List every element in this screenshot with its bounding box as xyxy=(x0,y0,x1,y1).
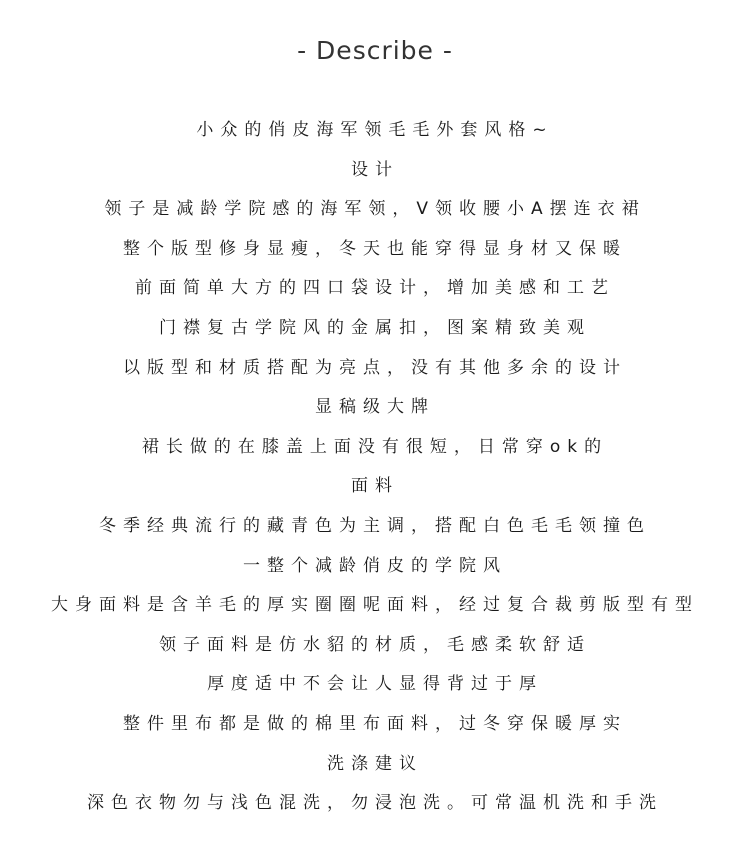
description-line: 裙长做的在膝盖上面没有很短，日常穿ok的 xyxy=(141,436,609,457)
description-line: 厚度适中不会让人显得背过于厚 xyxy=(207,674,543,695)
description-line: 冬季经典流行的藏青色为主调，搭配白色毛毛领撞色 xyxy=(99,515,651,536)
description-line: 领子是减龄学院感的海军领，V领收腰小A摆连衣裙 xyxy=(104,199,646,220)
section-heading-washing: 洗涤建议 xyxy=(327,753,423,774)
description-line: 一整个减龄俏皮的学院风 xyxy=(243,555,507,576)
section-heading-design: 设计 xyxy=(351,159,399,180)
description-line: 以版型和材质搭配为亮点，没有其他多余的设计 xyxy=(123,357,627,378)
description-line: 领子面料是仿水貂的材质，毛感柔软舒适 xyxy=(159,634,591,655)
description-text-block xyxy=(0,118,750,831)
section-heading-fabric: 面料 xyxy=(351,476,399,497)
description-line: 整件里布都是做的棉里布面料，过冬穿保暖厚实 xyxy=(123,713,627,734)
description-line: 门襟复古学院风的金属扣，图案精致美观 xyxy=(159,317,591,338)
describe-title: - Describe - xyxy=(297,36,453,65)
description-line: 小众的俏皮海军领毛毛外套风格~ xyxy=(196,120,554,140)
description-line: 整个版型修身显瘦，冬天也能穿得显身材又保暖 xyxy=(123,238,627,259)
description-line: 深色衣物勿与浅色混洗，勿浸泡洗。可常温机洗和手洗 xyxy=(87,793,663,814)
description-line: 前面简单大方的四口袋设计，增加美感和工艺 xyxy=(135,278,615,299)
description-line: 大身面料是含羊毛的厚实圈圈呢面料，经过复合裁剪版型有型 xyxy=(51,595,699,616)
description-line: 显稿级大牌 xyxy=(315,397,435,418)
